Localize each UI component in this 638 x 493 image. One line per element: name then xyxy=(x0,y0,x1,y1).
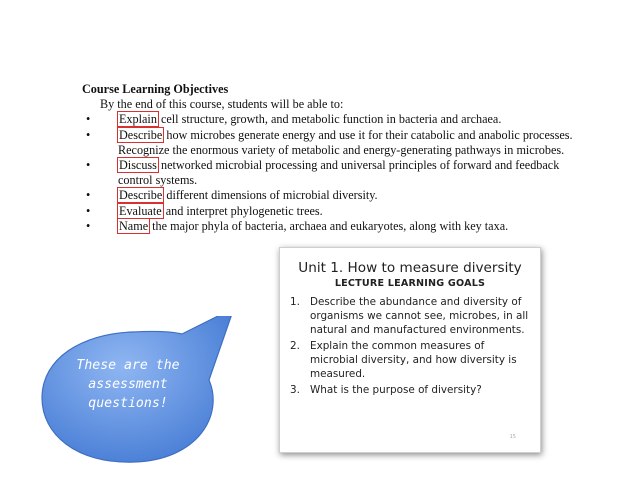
learning-goal xyxy=(290,295,530,337)
goal-text: What is the purpose of diversity? xyxy=(310,384,482,396)
bullet-icon: • xyxy=(86,188,91,203)
course-objectives xyxy=(82,82,582,234)
objective-item xyxy=(82,112,582,127)
bullet-icon: • xyxy=(86,218,91,233)
objective-item xyxy=(82,188,582,203)
highlighted-verb: Describe xyxy=(119,188,163,203)
goal-number: 3. xyxy=(290,384,300,396)
slide-subtitle: LECTURE LEARNING GOALS xyxy=(334,278,486,289)
highlighted-verb: Discuss xyxy=(119,158,157,173)
objectives-title: Course Learning Objectives xyxy=(82,82,229,96)
learning-goals-list xyxy=(290,295,530,399)
bullet-icon: • xyxy=(86,127,91,142)
highlighted-verb: Evaluate xyxy=(119,203,162,218)
objective-text: and interpret phylogenetic trees. xyxy=(162,203,323,218)
objective-item xyxy=(82,204,582,219)
slide-title: Unit 1. How to measure diversity xyxy=(298,260,522,276)
bullet-icon: • xyxy=(86,203,91,218)
learning-goal xyxy=(290,383,530,397)
bullet-icon: • xyxy=(86,112,91,127)
objective-text: networked microbial processing and universal principles of forward and feedback control systems. xyxy=(118,158,560,188)
goal-text: Explain the common measures of microbial diversity, and how diversity is measured. xyxy=(310,340,517,380)
objective-item xyxy=(82,219,582,234)
objectives-list xyxy=(82,112,582,234)
goal-text: Describe the abundance and diversity of organisms we cannot see, microbes, in all natural and manufactured environments. xyxy=(310,296,529,336)
highlighted-verb: Name xyxy=(119,218,149,233)
goal-number: 2. xyxy=(290,340,300,352)
slide-page-number: 15 xyxy=(509,434,516,440)
goal-number: 1. xyxy=(290,296,300,308)
objective-text: how microbes generate energy and use it for their catabolic and anabolic processes. Recognize the enormous variety of metabolic and energy-generating pathways in microbes. xyxy=(118,127,573,157)
callout-line: These are the xyxy=(76,358,180,373)
objective-item xyxy=(82,158,582,188)
objective-text: the major phyla of bacteria, archaea and eukaryotes, along with key taxa. xyxy=(149,218,509,233)
highlighted-verb: Describe xyxy=(119,127,163,142)
learning-goal xyxy=(290,339,530,381)
objective-text: cell structure, growth, and metabolic function in bacteria and archaea. xyxy=(157,112,502,127)
objective-item xyxy=(82,128,582,158)
callout-text xyxy=(58,356,198,414)
callout-line: questions! xyxy=(88,396,168,412)
objectives-intro: By the end of this course, students will be able to: xyxy=(100,97,344,112)
bullet-icon: • xyxy=(86,158,91,173)
callout-line: assessment xyxy=(88,377,168,393)
lecture-slide xyxy=(279,247,541,453)
objective-text: different dimensions of microbial diversity. xyxy=(163,188,378,203)
highlighted-verb: Explain xyxy=(119,112,157,127)
